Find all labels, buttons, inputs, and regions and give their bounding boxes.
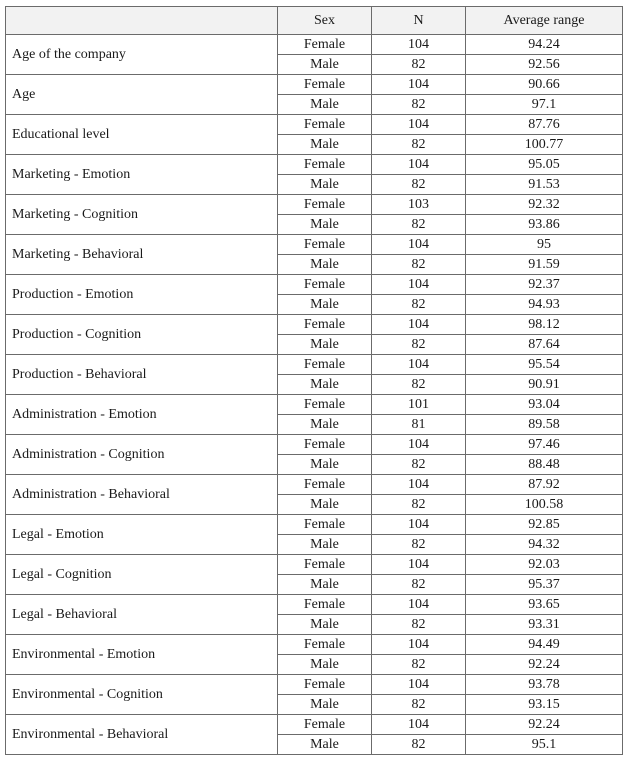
n-cell: 104: [372, 115, 466, 135]
average-range-cell: 89.58: [466, 415, 623, 435]
variable-label: Environmental - Cognition: [6, 675, 278, 715]
table-row-female: [6, 715, 623, 735]
n-cell: 104: [372, 635, 466, 655]
variable-label: Educational level: [6, 115, 278, 155]
sex-cell: Male: [278, 95, 372, 115]
header-n: N: [372, 7, 466, 35]
average-range-cell: 87.64: [466, 335, 623, 355]
sex-cell: Male: [278, 575, 372, 595]
n-cell: 82: [372, 615, 466, 635]
n-cell: 82: [372, 735, 466, 755]
sex-cell: Male: [278, 135, 372, 155]
average-range-cell: 88.48: [466, 455, 623, 475]
average-range-cell: 95: [466, 235, 623, 255]
average-range-cell: 87.76: [466, 115, 623, 135]
n-cell: 104: [372, 235, 466, 255]
n-cell: 82: [372, 495, 466, 515]
sex-cell: Male: [278, 375, 372, 395]
header-row: [6, 7, 623, 35]
n-cell: 82: [372, 95, 466, 115]
average-range-cell: 95.05: [466, 155, 623, 175]
average-range-cell: 92.37: [466, 275, 623, 295]
sex-cell: Female: [278, 195, 372, 215]
table-row-female: [6, 75, 623, 95]
header-average-range: Average range: [466, 7, 623, 35]
average-range-cell: 95.1: [466, 735, 623, 755]
n-cell: 104: [372, 155, 466, 175]
average-range-cell: 93.86: [466, 215, 623, 235]
header-sex: Sex: [278, 7, 372, 35]
average-range-cell: 97.46: [466, 435, 623, 455]
n-cell: 82: [372, 335, 466, 355]
n-cell: 104: [372, 435, 466, 455]
sex-cell: Female: [278, 555, 372, 575]
n-cell: 101: [372, 395, 466, 415]
sex-cell: Male: [278, 455, 372, 475]
table-row-female: [6, 395, 623, 415]
results-table: [5, 6, 623, 755]
sex-cell: Female: [278, 595, 372, 615]
sex-cell: Male: [278, 55, 372, 75]
variable-label: Administration - Cognition: [6, 435, 278, 475]
average-range-cell: 91.59: [466, 255, 623, 275]
average-range-cell: 98.12: [466, 315, 623, 335]
n-cell: 82: [372, 295, 466, 315]
sex-cell: Female: [278, 75, 372, 95]
n-cell: 82: [372, 575, 466, 595]
n-cell: 82: [372, 215, 466, 235]
sex-cell: Female: [278, 115, 372, 135]
variable-label: Age of the company: [6, 35, 278, 75]
average-range-cell: 90.66: [466, 75, 623, 95]
table-row-female: [6, 355, 623, 375]
sex-cell: Female: [278, 395, 372, 415]
average-range-cell: 100.58: [466, 495, 623, 515]
average-range-cell: 93.78: [466, 675, 623, 695]
average-range-cell: 92.56: [466, 55, 623, 75]
sex-cell: Female: [278, 675, 372, 695]
table-row-female: [6, 675, 623, 695]
average-range-cell: 93.15: [466, 695, 623, 715]
table-row-female: [6, 595, 623, 615]
average-range-cell: 94.49: [466, 635, 623, 655]
sex-cell: Male: [278, 535, 372, 555]
sex-cell: Male: [278, 495, 372, 515]
average-range-cell: 91.53: [466, 175, 623, 195]
sex-cell: Female: [278, 635, 372, 655]
average-range-cell: 90.91: [466, 375, 623, 395]
sex-cell: Male: [278, 175, 372, 195]
sex-cell: Female: [278, 355, 372, 375]
variable-label: Legal - Behavioral: [6, 595, 278, 635]
n-cell: 104: [372, 355, 466, 375]
n-cell: 104: [372, 715, 466, 735]
sex-cell: Female: [278, 515, 372, 535]
table-row-female: [6, 235, 623, 255]
n-cell: 81: [372, 415, 466, 435]
sex-cell: Male: [278, 215, 372, 235]
sex-cell: Female: [278, 235, 372, 255]
average-range-cell: 92.85: [466, 515, 623, 535]
n-cell: 82: [372, 255, 466, 275]
average-range-cell: 95.54: [466, 355, 623, 375]
n-cell: 104: [372, 515, 466, 535]
average-range-cell: 94.93: [466, 295, 623, 315]
n-cell: 103: [372, 195, 466, 215]
sex-cell: Male: [278, 255, 372, 275]
sex-cell: Male: [278, 615, 372, 635]
sex-cell: Female: [278, 715, 372, 735]
sex-cell: Male: [278, 295, 372, 315]
sex-cell: Female: [278, 435, 372, 455]
n-cell: 104: [372, 555, 466, 575]
average-range-cell: 94.24: [466, 35, 623, 55]
variable-label: Legal - Emotion: [6, 515, 278, 555]
table-row-female: [6, 155, 623, 175]
average-range-cell: 97.1: [466, 95, 623, 115]
n-cell: 104: [372, 315, 466, 335]
n-cell: 104: [372, 75, 466, 95]
n-cell: 104: [372, 275, 466, 295]
n-cell: 82: [372, 175, 466, 195]
sex-cell: Female: [278, 475, 372, 495]
average-range-cell: 87.92: [466, 475, 623, 495]
table-row-female: [6, 515, 623, 535]
sex-cell: Female: [278, 35, 372, 55]
n-cell: 104: [372, 35, 466, 55]
n-cell: 82: [372, 535, 466, 555]
sex-cell: Male: [278, 335, 372, 355]
sex-cell: Female: [278, 315, 372, 335]
sex-cell: Male: [278, 735, 372, 755]
variable-label: Administration - Emotion: [6, 395, 278, 435]
table-row-female: [6, 115, 623, 135]
average-range-cell: 92.03: [466, 555, 623, 575]
average-range-cell: 92.24: [466, 655, 623, 675]
average-range-cell: 95.37: [466, 575, 623, 595]
average-range-cell: 94.32: [466, 535, 623, 555]
sex-cell: Male: [278, 695, 372, 715]
table-row-female: [6, 435, 623, 455]
table-row-female: [6, 315, 623, 335]
variable-label: Age: [6, 75, 278, 115]
variable-label: Production - Cognition: [6, 315, 278, 355]
n-cell: 82: [372, 655, 466, 675]
variable-label: Environmental - Emotion: [6, 635, 278, 675]
n-cell: 104: [372, 475, 466, 495]
table-row-female: [6, 635, 623, 655]
average-range-cell: 93.04: [466, 395, 623, 415]
n-cell: 82: [372, 455, 466, 475]
average-range-cell: 93.65: [466, 595, 623, 615]
table-row-female: [6, 475, 623, 495]
table-row-female: [6, 275, 623, 295]
header-variable: [6, 7, 278, 35]
table-header: [6, 7, 623, 35]
sex-cell: Male: [278, 655, 372, 675]
variable-label: Marketing - Emotion: [6, 155, 278, 195]
n-cell: 104: [372, 595, 466, 615]
table-row-female: [6, 195, 623, 215]
average-range-cell: 100.77: [466, 135, 623, 155]
average-range-cell: 93.31: [466, 615, 623, 635]
variable-label: Marketing - Cognition: [6, 195, 278, 235]
n-cell: 82: [372, 375, 466, 395]
variable-label: Production - Behavioral: [6, 355, 278, 395]
variable-label: Environmental - Behavioral: [6, 715, 278, 755]
n-cell: 82: [372, 135, 466, 155]
variable-label: Administration - Behavioral: [6, 475, 278, 515]
sex-cell: Male: [278, 415, 372, 435]
average-range-cell: 92.32: [466, 195, 623, 215]
table-row-female: [6, 35, 623, 55]
variable-label: Legal - Cognition: [6, 555, 278, 595]
variable-label: Production - Emotion: [6, 275, 278, 315]
average-range-cell: 92.24: [466, 715, 623, 735]
table-row-female: [6, 555, 623, 575]
table-body: [6, 35, 623, 755]
variable-label: Marketing - Behavioral: [6, 235, 278, 275]
sex-cell: Female: [278, 155, 372, 175]
n-cell: 104: [372, 675, 466, 695]
sex-cell: Female: [278, 275, 372, 295]
n-cell: 82: [372, 695, 466, 715]
n-cell: 82: [372, 55, 466, 75]
